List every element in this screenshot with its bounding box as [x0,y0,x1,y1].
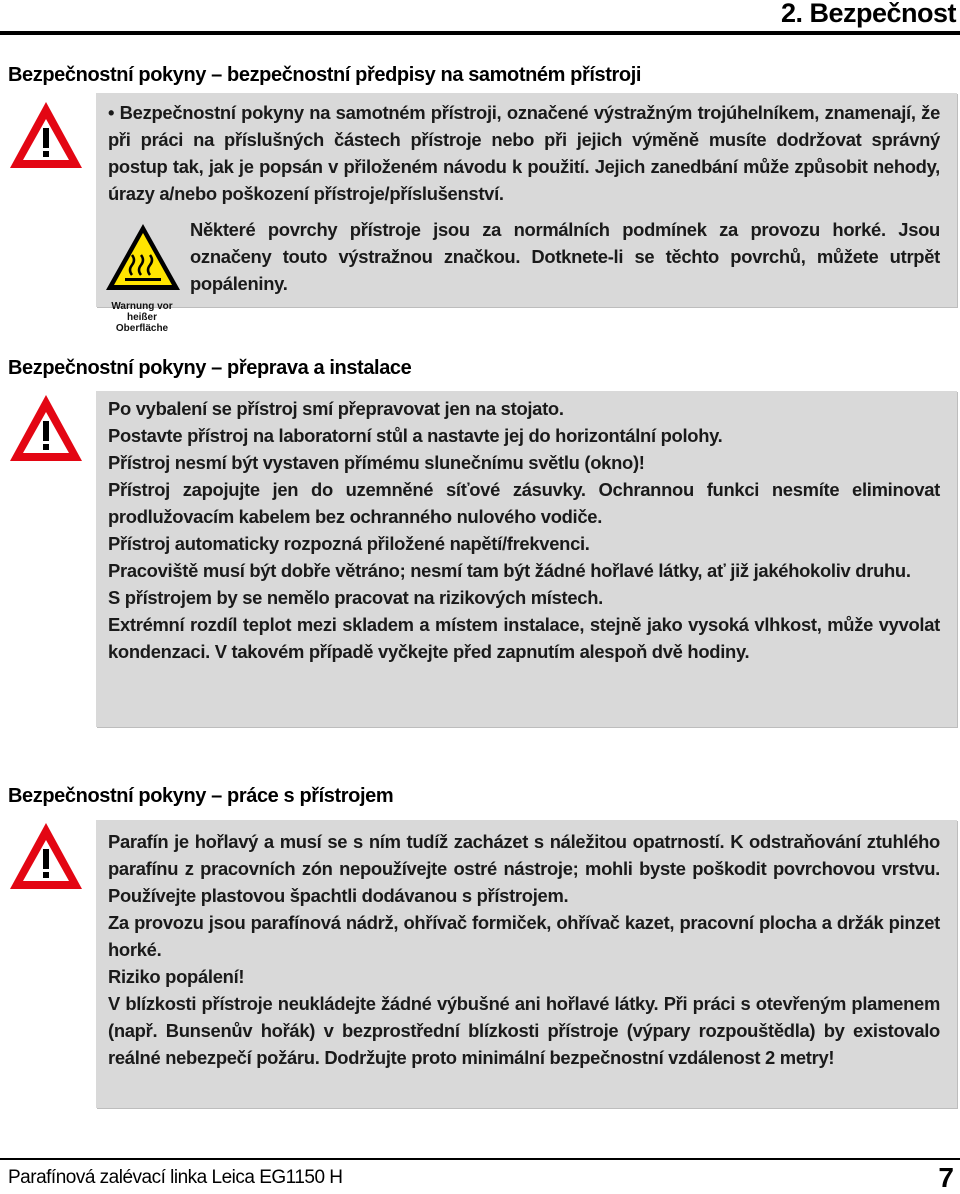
device-safety-box [96,93,957,307]
transport-item: Po vybalení se přístroj smí přepravovat jen na stojato. [108,398,564,419]
section-title-transport: Bezpečnostní pokyny – přeprava a instalace [8,357,412,379]
chapter-title: 2. Bezpečnost [780,0,956,28]
transport-item: Přístroj automaticky rozpozná přiložené napětí/frekvenci. [108,533,590,554]
footer-title: Parafínová zalévací linka Leica EG1150 H [8,1167,343,1188]
transport-item: Postavte přístroj na laboratorní stůl a nastavte jej do horizontální polohy. [108,425,723,446]
hot-surface-text: Některé povrchy přístroje jsou za normálních podmínek za provozu horké. Jsou označeny touto výstražnou značkou. Dotknete-li se těchto povrchů, můžete utrpět popáleniny. [190,219,940,294]
hot-surface-caption [96,301,188,334]
operation-item: Parafín je hořlavý a musí se s ním tudíž zacházet s náležitou opatrností. K odstraňování ztuhlého parafínu z pracovních zón nepoužívejte ostré nástroje; mohli byste poškodit povrchovou vrstvu. Používejte plastovou špachtli dodávanou s přístrojem. [108,831,940,906]
device-safety-text: • Bezpečnostní pokyny na samotném přístroji, označené výstražným trojúhelníkem, znamenají, že při práci na příslušných částech přístroje nebo při jejich výměně musíte dodržovat správný postup tak, jak je popsán v přiloženém návodu k použití. Jejich zanedbání může způsobit nehody, úrazy a/nebo poškození přístroje/příslušenství. [108,102,940,204]
transport-item: S přístrojem by se nemělo pracovat na rizikových místech. [108,587,603,608]
header-rule [0,31,960,35]
operation-item: Za provozu jsou parafínová nádrž, ohřívač formiček, ohřívač kazet, pracovní plocha a držák pinzet horké. [108,912,940,960]
transport-item: Přístroj zapojujte jen do uzemněné síťové zásuvky. Ochrannou funkci nesmíte eliminovat prodlužovacím kabelem bez ochranného nulového vodiče. [108,479,940,527]
page-number: 7 [938,1162,954,1193]
transport-item: Přístroj nesmí být vystaven přímému slunečnímu světlu (okno)! [108,452,645,473]
footer-rule [0,1158,960,1160]
section-title-operation: Bezpečnostní pokyny – práce s přístrojem [8,785,394,807]
hot-surface-caption-line2: Oberfläche [115,323,169,334]
operation-item: V blízkosti přístroje neukládejte žádné výbušné ani hořlavé látky. Při práci s otevřeným plamenem (např. Bunsenův hořák) v bezprostřední blízkosti přístroje (výpary rozpouštědla) by existovalo reálné nebezpečí požáru. Dodržujte proto minimální bezpečnostní vzdálenost 2 metry! [108,993,940,1068]
transport-safety-box [96,391,957,727]
section-title-device: Bezpečnostní pokyny – bezpečnostní předpisy na samotném přístroji [8,64,642,86]
transport-item: Pracoviště musí být dobře větráno; nesmí tam být žádné hořlavé látky, ať již jakéhokoliv druhu. [108,560,911,581]
hot-surface-icon [103,221,183,298]
hot-surface-caption-line1: Warnung vor heißer [111,301,173,323]
warning-triangle-icon [6,390,86,471]
warning-triangle-icon [6,818,86,899]
operation-item: Riziko popálení! [108,966,245,987]
transport-item: Extrémní rozdíl teplot mezi skladem a místem instalace, stejně jako vysoká vlhkost, může vyvolat kondenzaci. V takovém případě vyčkejte před zapnutím alespoň dvě hodiny. [108,614,940,662]
warning-triangle-icon [6,97,86,178]
operation-safety-box [96,820,957,1108]
